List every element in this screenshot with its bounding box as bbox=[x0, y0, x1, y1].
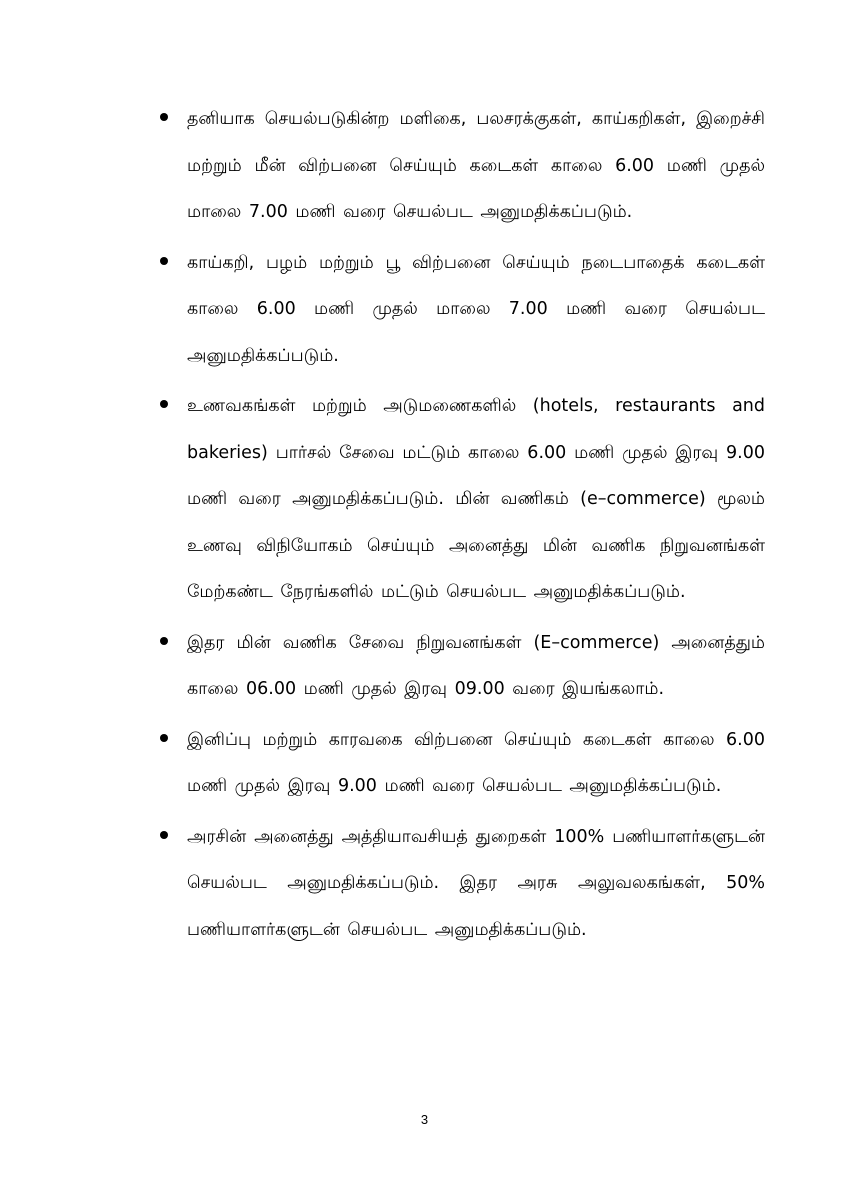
bullet-list bbox=[160, 96, 765, 957]
bullet-text: உணவகங்கள் மற்றும் அடுமணைகளில் (hotels, restaurants and bakeries) பார்சல் சேவை மட்டும் காலை 6.00 மணி முதல் இரவு 9.00 மணி வரை அனுமதிக்கப்படும். மின் வணிகம் (e–commerce) மூலம் உணவு விநியோகம் செய்யும் அனைத்து மின் வணிக நிறுவனங்கள் மேற்கண்ட நேரங்களில் மட்டும் செயல்பட அனுமதிக்கப்படும். bbox=[187, 396, 765, 602]
bullet-text: காய்கறி, பழம் மற்றும் பூ விற்பனை செய்யும் நடைபாதைக் கடைகள் காலை 6.00 மணி முதல் மாலை 7.00 மணி வரை செயல்பட அனுமதிக்கப்படும். bbox=[187, 252, 765, 366]
bullet-icon bbox=[160, 257, 168, 265]
bullet-item bbox=[160, 814, 765, 954]
page-number: 3 bbox=[420, 1112, 429, 1127]
bullet-icon bbox=[160, 113, 168, 121]
bullet-text: இனிப்பு மற்றும் காரவகை விற்பனை செய்யும் கடைகள் காலை 6.00 மணி முதல் இரவு 9.00 மணி வரை செயல்பட அனுமதிக்கப்படும். bbox=[187, 729, 765, 796]
bullet-icon bbox=[160, 831, 168, 839]
bullet-text: தனியாக செயல்படுகின்ற மளிகை, பலசரக்குகள், காய்கறிகள், இறைச்சி மற்றும் மீன் விற்பனை செய்யும் கடைகள் காலை 6.00 மணி முதல் மாலை 7.00 மணி வரை செயல்பட அனுமதிக்கப்படும். bbox=[187, 109, 765, 222]
bullet-icon bbox=[160, 734, 168, 742]
bullet-item bbox=[160, 240, 765, 380]
bullet-text: அரசின் அனைத்து அத்தியாவசியத் துறைகள் 100% பணியாளர்களுடன் செயல்பட அனுமதிக்கப்படும். இதர அரசு அலுவலகங்கள், 50% பணியாளர்களுடன் செயல்பட அனுமதிக்கப்படும். bbox=[187, 826, 765, 940]
bullet-item bbox=[160, 383, 765, 616]
bullet-item bbox=[160, 717, 765, 810]
bullet-text: இதர மின் வணிக சேவை நிறுவனங்கள் (E–commerce) அனைத்தும் காலை 06.00 மணி முதல் இரவு 09.00 வரை இயங்கலாம். bbox=[187, 632, 765, 699]
bullet-icon bbox=[160, 637, 168, 645]
bullet-item bbox=[160, 96, 765, 236]
bullet-item bbox=[160, 620, 765, 713]
bullet-icon bbox=[160, 400, 168, 408]
